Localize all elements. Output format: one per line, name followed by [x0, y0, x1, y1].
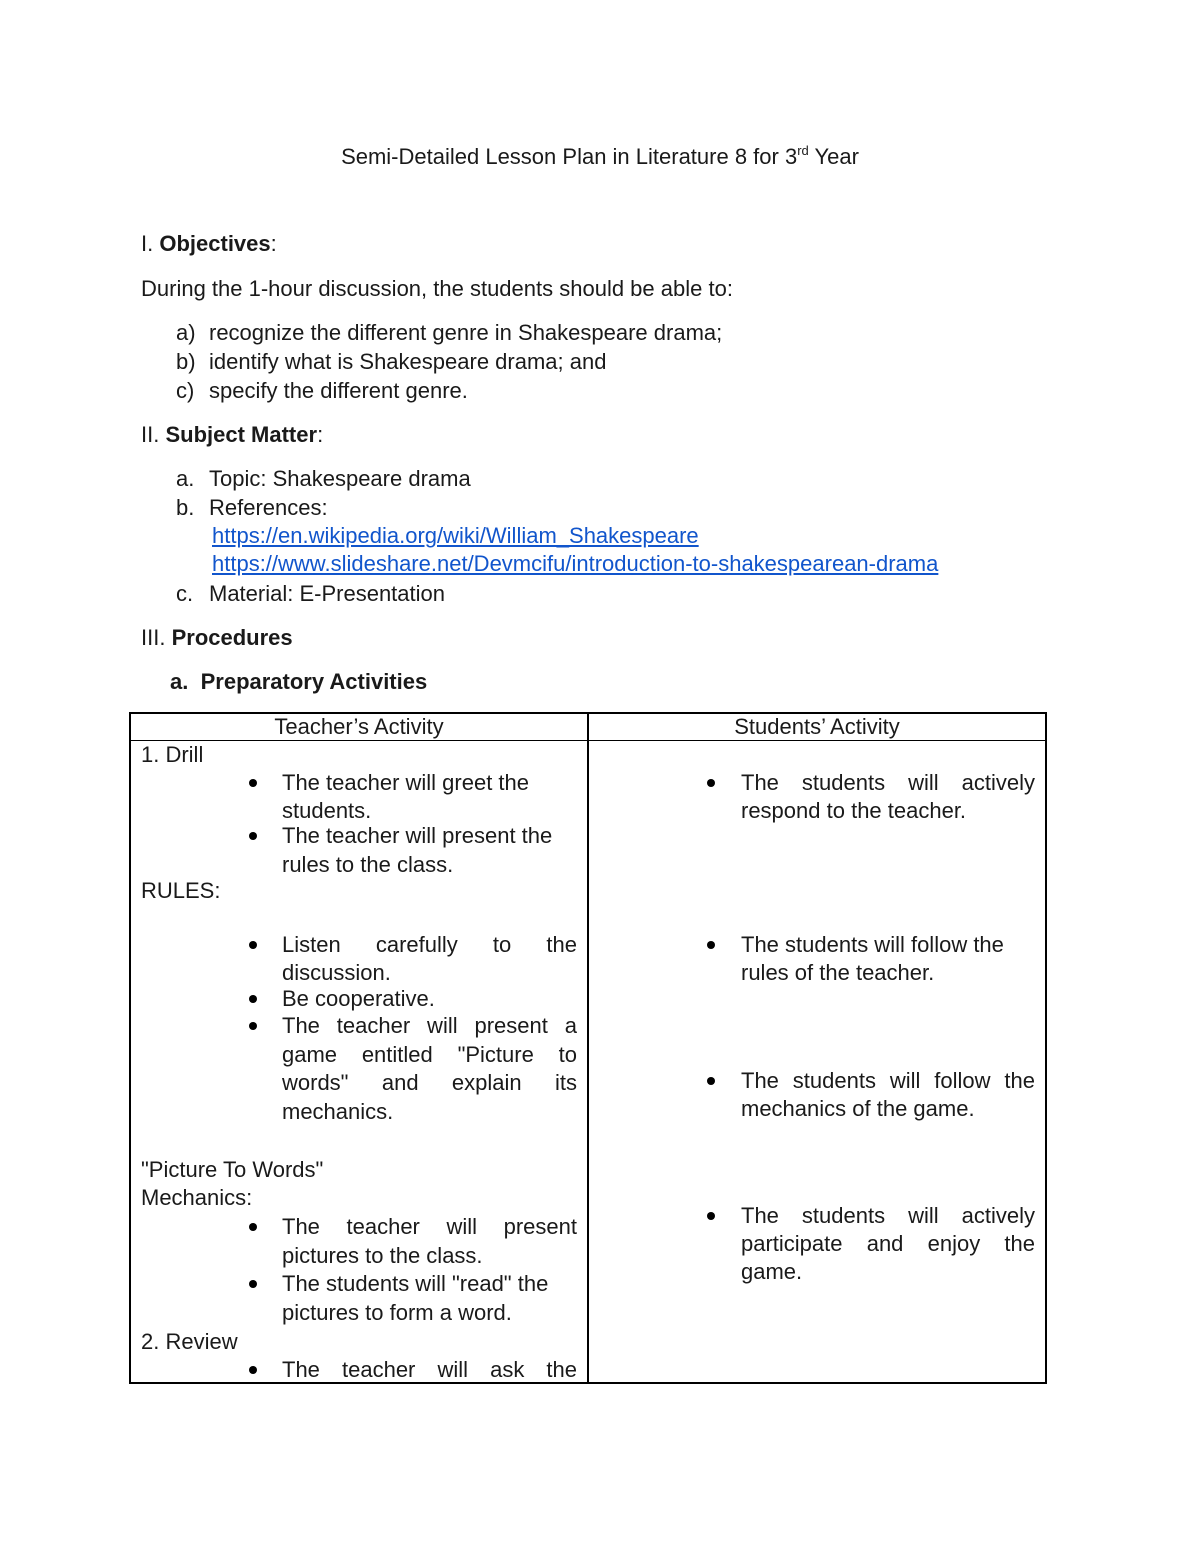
bullet-icon: [707, 779, 715, 787]
teacher-game-line: words" and explain its: [282, 1070, 577, 1095]
rules-label: RULES:: [141, 878, 221, 903]
subject-matter-heading: II. Subject Matter:: [141, 422, 324, 447]
reference-link-wikipedia[interactable]: https://en.wikipedia.org/wiki/William_Shakespeare: [212, 523, 699, 548]
teacher-rules-line: The teacher will present the: [282, 823, 553, 848]
table-header-students: Students’ Activity: [734, 714, 900, 739]
students-respond-line: The students will actively: [741, 770, 1035, 795]
objectives-heading: I. Objectives:: [141, 231, 277, 256]
rule-listen-line: Listen carefully to the: [282, 932, 577, 957]
table-column-divider: [587, 712, 589, 1384]
students-participate-line: game.: [741, 1259, 803, 1284]
mechanics-label: Mechanics:: [141, 1185, 253, 1210]
students-follow-rules-line: rules of the teacher.: [741, 960, 935, 985]
bullet-icon: [249, 941, 257, 949]
drill-label: 1. Drill: [141, 742, 204, 767]
students-participate-line: The students will actively: [741, 1203, 1035, 1228]
teacher-greet-line: The teacher will greet the: [282, 770, 530, 795]
review-label: 2. Review: [141, 1329, 238, 1354]
bullet-icon: [707, 941, 715, 949]
bullet-icon: [249, 1280, 257, 1288]
students-follow-rules-line: The students will follow the: [741, 932, 1004, 957]
bullet-icon: [249, 1223, 257, 1231]
bullet-icon: [707, 1077, 715, 1085]
objective-item: c) specify the different genre.: [176, 378, 468, 403]
teacher-game-line: mechanics.: [282, 1099, 394, 1124]
bullet-icon: [249, 832, 257, 840]
teacher-game-line: The teacher will present a: [282, 1013, 577, 1038]
table-border-left: [129, 712, 131, 1384]
rule-cooperative: Be cooperative.: [282, 986, 435, 1011]
students-follow-mechanics-line: The students will follow the: [741, 1068, 1035, 1093]
objective-item: b) identify what is Shakespeare drama; and: [176, 349, 607, 374]
rule-listen-line: discussion.: [282, 960, 391, 985]
table-border-right: [1045, 712, 1047, 1384]
objective-item: a) recognize the different genre in Shakespeare drama;: [176, 320, 723, 345]
mechanic-pictures-line: The teacher will present: [282, 1214, 577, 1239]
bullet-icon: [249, 1366, 257, 1374]
students-follow-mechanics-line: mechanics of the game.: [741, 1096, 975, 1121]
procedures-heading: III. Procedures: [141, 625, 293, 650]
mechanic-pictures-line: pictures to the class.: [282, 1243, 483, 1268]
teacher-ask-line: The teacher will ask the: [282, 1357, 577, 1382]
bullet-icon: [249, 1022, 257, 1030]
subject-topic: a. Topic: Shakespeare drama: [176, 466, 471, 491]
table-header-teacher: Teacher’s Activity: [274, 714, 444, 739]
document-title: Semi-Detailed Lesson Plan in Literature 8 for 3rd Year: [341, 143, 859, 169]
mechanic-read-line: The students will "read" the: [282, 1271, 549, 1296]
bullet-icon: [249, 779, 257, 787]
game-title: "Picture To Words": [141, 1157, 324, 1182]
students-respond-line: respond to the teacher.: [741, 798, 967, 823]
preparatory-activities-heading: a. Preparatory Activities: [170, 669, 428, 694]
teacher-game-line: game entitled "Picture to: [282, 1042, 577, 1067]
mechanic-read-line: pictures to form a word.: [282, 1300, 512, 1325]
students-participate-line: participate and enjoy the: [741, 1231, 1035, 1256]
bullet-icon: [707, 1212, 715, 1220]
reference-link-slideshare[interactable]: https://www.slideshare.net/Devmcifu/introduction-to-shakespearean-drama: [212, 551, 939, 576]
teacher-rules-line: rules to the class.: [282, 852, 454, 877]
bullet-icon: [249, 995, 257, 1003]
teacher-greet-line: students.: [282, 798, 372, 823]
subject-material: c. Material: E-Presentation: [176, 581, 445, 606]
subject-references: b. References:: [176, 495, 328, 520]
objectives-intro: During the 1-hour discussion, the students should be able to:: [141, 276, 733, 301]
